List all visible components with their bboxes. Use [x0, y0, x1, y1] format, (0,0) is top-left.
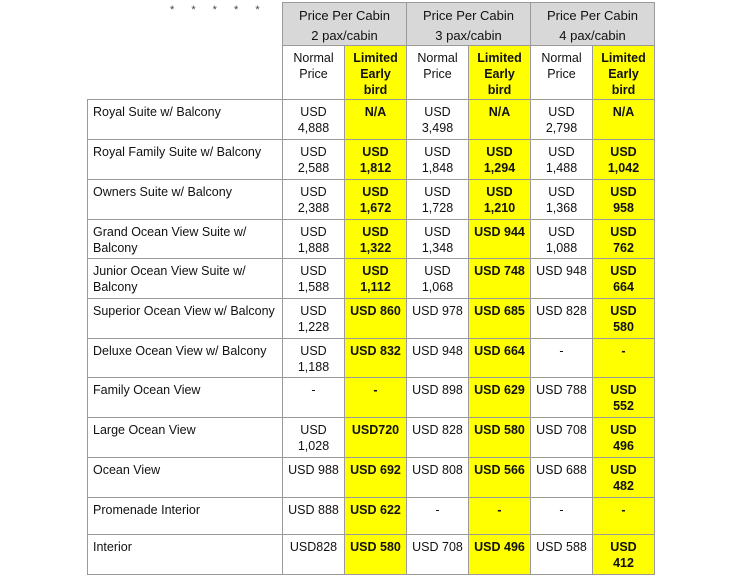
price-line: USD: [300, 105, 327, 119]
early-bird-price-cell: [469, 180, 531, 220]
price-line: USD 685: [474, 304, 525, 318]
price-line: USD: [300, 225, 327, 239]
price-line: 1,488: [545, 161, 578, 175]
price-line: N/A: [612, 105, 635, 119]
normal-price-cell: [283, 378, 345, 418]
price-line: 496: [613, 439, 634, 453]
normal-price-cell: [407, 180, 469, 220]
price-line: 4,888: [297, 121, 330, 135]
normal-price-cell: [531, 378, 593, 418]
normal-price-cell: [283, 259, 345, 299]
price-line: USD: [610, 225, 637, 239]
price-line: USD 580: [350, 540, 401, 554]
early-bird-header: Limited Early bird: [469, 46, 531, 100]
price-line: -: [621, 344, 626, 358]
table-row: [88, 498, 655, 535]
price-line: USD 832: [350, 344, 401, 358]
price-line: USD: [300, 304, 327, 318]
normal-price-cell: [407, 458, 469, 498]
price-line: 1,812: [359, 161, 392, 175]
price-line: USD 898: [412, 383, 463, 397]
price-line: USD 808: [412, 463, 463, 477]
price-line: USD 828: [412, 423, 463, 437]
price-line: USD 588: [536, 540, 587, 554]
price-line: USD: [548, 225, 575, 239]
price-line: USD 788: [536, 383, 587, 397]
table-row: [88, 220, 655, 259]
price-line: 1,294: [483, 161, 516, 175]
price-line: -: [621, 503, 626, 517]
group-header-3pax: Price Per Cabin 3 pax/cabin: [407, 3, 531, 46]
table-row: [88, 100, 655, 140]
cabin-type-name: Promenade Interior: [88, 498, 283, 535]
price-line: 1,028: [297, 439, 330, 453]
normal-price-cell: [283, 180, 345, 220]
table-body: [88, 100, 655, 575]
cabin-type-name: Family Ocean View: [88, 378, 283, 418]
price-line: USD 629: [474, 383, 525, 397]
normal-price-cell: [407, 220, 469, 259]
normal-price-cell: [407, 339, 469, 378]
price-line: USD 988: [288, 463, 339, 477]
price-line: 3,498: [421, 121, 454, 135]
price-line: 1,368: [545, 201, 578, 215]
group-header-2pax: Price Per Cabin 2 pax/cabin: [283, 3, 407, 46]
price-line: 412: [613, 556, 634, 570]
normal-price-cell: [407, 140, 469, 180]
cabin-type-name: Large Ocean View: [88, 418, 283, 458]
normal-price-cell: [407, 418, 469, 458]
price-line: USD 664: [474, 344, 525, 358]
table-row: [88, 418, 655, 458]
price-line: USD 692: [350, 463, 401, 477]
price-line: USD: [300, 423, 327, 437]
early-bird-price-cell: [593, 378, 655, 418]
cabin-type-name: Interior: [88, 535, 283, 575]
price-line: USD: [424, 225, 451, 239]
normal-price-cell: [283, 220, 345, 259]
table-row: [88, 535, 655, 575]
normal-price-header: Normal Price: [283, 46, 345, 100]
normal-price-cell: [531, 259, 593, 299]
price-line: 1,322: [359, 241, 392, 255]
normal-price-cell: [283, 100, 345, 140]
early-bird-price-cell: [345, 259, 407, 299]
table-row: [88, 458, 655, 498]
price-line: USD 948: [536, 264, 587, 278]
table-row: [88, 259, 655, 299]
normal-price-cell: [407, 100, 469, 140]
price-line: USD: [610, 383, 637, 397]
normal-price-cell: [283, 140, 345, 180]
price-line: USD: [610, 463, 637, 477]
price-line: 664: [613, 280, 634, 294]
price-line: USD: [610, 185, 637, 199]
price-line: 580: [613, 320, 634, 334]
price-line: 552: [613, 399, 634, 413]
early-bird-price-cell: [345, 339, 407, 378]
cabin-type-name: Royal Suite w/ Balcony: [88, 100, 283, 140]
price-line: USD 948: [412, 344, 463, 358]
price-line: 1,728: [421, 201, 454, 215]
price-line: USD: [548, 185, 575, 199]
early-bird-price-cell: [593, 299, 655, 339]
early-bird-price-cell: [593, 535, 655, 575]
price-line: USD 888: [288, 503, 339, 517]
price-line: 1,112: [360, 280, 391, 294]
price-line: USD 944: [474, 225, 525, 239]
early-bird-price-cell: [469, 100, 531, 140]
price-line: USD 708: [412, 540, 463, 554]
price-line: USD: [300, 264, 327, 278]
price-line: USD: [300, 145, 327, 159]
price-line: USD: [610, 304, 637, 318]
normal-price-cell: [531, 339, 593, 378]
normal-price-cell: [531, 498, 593, 535]
normal-price-cell: [407, 498, 469, 535]
early-bird-price-cell: [593, 498, 655, 535]
normal-price-cell: [407, 378, 469, 418]
price-line: USD: [362, 145, 389, 159]
price-line: N/A: [488, 105, 511, 119]
price-line: USD: [610, 264, 637, 278]
early-bird-price-cell: [469, 259, 531, 299]
price-line: 1,042: [607, 161, 640, 175]
early-bird-price-cell: [593, 259, 655, 299]
price-line: 1,848: [421, 161, 454, 175]
normal-price-cell: [283, 535, 345, 575]
cabin-price-table: [87, 2, 655, 575]
price-line: USD: [424, 105, 451, 119]
price-line: 762: [613, 241, 634, 255]
price-line: USD: [362, 264, 389, 278]
early-bird-price-cell: [345, 299, 407, 339]
table-row: [88, 140, 655, 180]
price-line: USD 566: [474, 463, 525, 477]
normal-price-cell: [407, 299, 469, 339]
price-line: 2,798: [545, 121, 578, 135]
cabin-type-name: Deluxe Ocean View w/ Balcony: [88, 339, 283, 378]
early-bird-price-cell: [345, 535, 407, 575]
price-line: USD: [300, 344, 327, 358]
early-bird-price-cell: [593, 458, 655, 498]
price-line: USD: [548, 145, 575, 159]
normal-price-cell: [283, 418, 345, 458]
early-bird-header: Limited Early bird: [593, 46, 655, 100]
early-bird-price-cell: [593, 180, 655, 220]
early-bird-price-cell: [345, 418, 407, 458]
early-bird-price-cell: [345, 458, 407, 498]
price-line: USD: [610, 145, 637, 159]
early-bird-price-cell: [469, 378, 531, 418]
price-line: USD: [486, 185, 513, 199]
table-row: [88, 378, 655, 418]
normal-price-header: Normal Price: [407, 46, 469, 100]
price-line: 958: [613, 201, 634, 215]
table-corner: [88, 3, 283, 46]
price-line: USD 622: [350, 503, 401, 517]
early-bird-price-cell: [345, 140, 407, 180]
table-corner-lower: [88, 46, 283, 100]
normal-price-cell: [531, 299, 593, 339]
cabin-type-name: Ocean View: [88, 458, 283, 498]
price-line: USD: [362, 185, 389, 199]
cabin-type-name: Grand Ocean View Suite w/ Balcony: [88, 220, 283, 259]
price-line: USD 978: [412, 304, 463, 318]
table-row: [88, 180, 655, 220]
normal-price-cell: [283, 299, 345, 339]
early-bird-price-cell: [469, 339, 531, 378]
early-bird-price-cell: [593, 220, 655, 259]
normal-price-cell: [407, 259, 469, 299]
price-line: 2,388: [297, 201, 330, 215]
early-bird-price-cell: [469, 458, 531, 498]
cabin-type-name: Royal Family Suite w/ Balcony: [88, 140, 283, 180]
price-line: USD 860: [350, 304, 401, 318]
early-bird-header: Limited Early bird: [345, 46, 407, 100]
normal-price-cell: [531, 418, 593, 458]
corner-marks: * * * * *: [170, 4, 260, 16]
price-line: 1,672: [359, 201, 392, 215]
normal-price-cell: [531, 100, 593, 140]
early-bird-price-cell: [469, 498, 531, 535]
early-bird-price-cell: [345, 100, 407, 140]
early-bird-price-cell: [469, 299, 531, 339]
price-line: 1,348: [421, 241, 454, 255]
price-line: 1,228: [297, 320, 330, 334]
normal-price-cell: [531, 458, 593, 498]
normal-price-cell: [283, 339, 345, 378]
cabin-type-name: Junior Ocean View Suite w/ Balcony: [88, 259, 283, 299]
price-line: -: [373, 383, 378, 397]
price-line: -: [559, 344, 564, 358]
price-line: USD 748: [474, 264, 525, 278]
early-bird-price-cell: [345, 180, 407, 220]
normal-price-cell: [531, 220, 593, 259]
price-line: -: [497, 503, 502, 517]
table-row: [88, 339, 655, 378]
early-bird-price-cell: [345, 498, 407, 535]
early-bird-price-cell: [469, 535, 531, 575]
normal-price-cell: [283, 498, 345, 535]
price-line: 1,068: [421, 280, 454, 294]
normal-price-header: Normal Price: [531, 46, 593, 100]
price-line: USD: [486, 145, 513, 159]
price-line: 1,188: [297, 360, 330, 374]
early-bird-price-cell: [469, 140, 531, 180]
normal-price-cell: [531, 535, 593, 575]
early-bird-price-cell: [345, 220, 407, 259]
early-bird-price-cell: [593, 100, 655, 140]
price-line: USD 580: [474, 423, 525, 437]
early-bird-price-cell: [345, 378, 407, 418]
early-bird-price-cell: [593, 140, 655, 180]
price-line: 1,588: [297, 280, 330, 294]
normal-price-cell: [531, 140, 593, 180]
normal-price-cell: [407, 535, 469, 575]
price-line: USD: [424, 264, 451, 278]
normal-price-cell: [283, 458, 345, 498]
price-line: USD 708: [536, 423, 587, 437]
price-line: 1,210: [483, 201, 516, 215]
early-bird-price-cell: [469, 220, 531, 259]
price-line: USD: [424, 185, 451, 199]
price-line: USD720: [351, 423, 400, 437]
price-line: USD 496: [474, 540, 525, 554]
price-line: 1,888: [297, 241, 330, 255]
price-line: USD: [610, 540, 637, 554]
price-line: 2,588: [297, 161, 330, 175]
cabin-type-name: Owners Suite w/ Balcony: [88, 180, 283, 220]
early-bird-price-cell: [469, 418, 531, 458]
price-line: N/A: [364, 105, 387, 119]
price-line: -: [311, 383, 316, 397]
early-bird-price-cell: [593, 418, 655, 458]
price-line: USD: [362, 225, 389, 239]
early-bird-price-cell: [593, 339, 655, 378]
group-header-4pax: Price Per Cabin 4 pax/cabin: [531, 3, 655, 46]
price-line: USD 688: [536, 463, 587, 477]
price-line: -: [559, 503, 564, 517]
price-line: 482: [613, 479, 634, 493]
price-line: -: [435, 503, 440, 517]
price-line: USD: [424, 145, 451, 159]
normal-price-cell: [531, 180, 593, 220]
price-line: USD: [300, 185, 327, 199]
price-line: USD: [610, 423, 637, 437]
price-line: USD 828: [536, 304, 587, 318]
price-line: 1,088: [545, 241, 578, 255]
cabin-type-name: Superior Ocean View w/ Balcony: [88, 299, 283, 339]
table-row: [88, 299, 655, 339]
price-line: USD: [548, 105, 575, 119]
price-line: USD828: [289, 540, 338, 554]
